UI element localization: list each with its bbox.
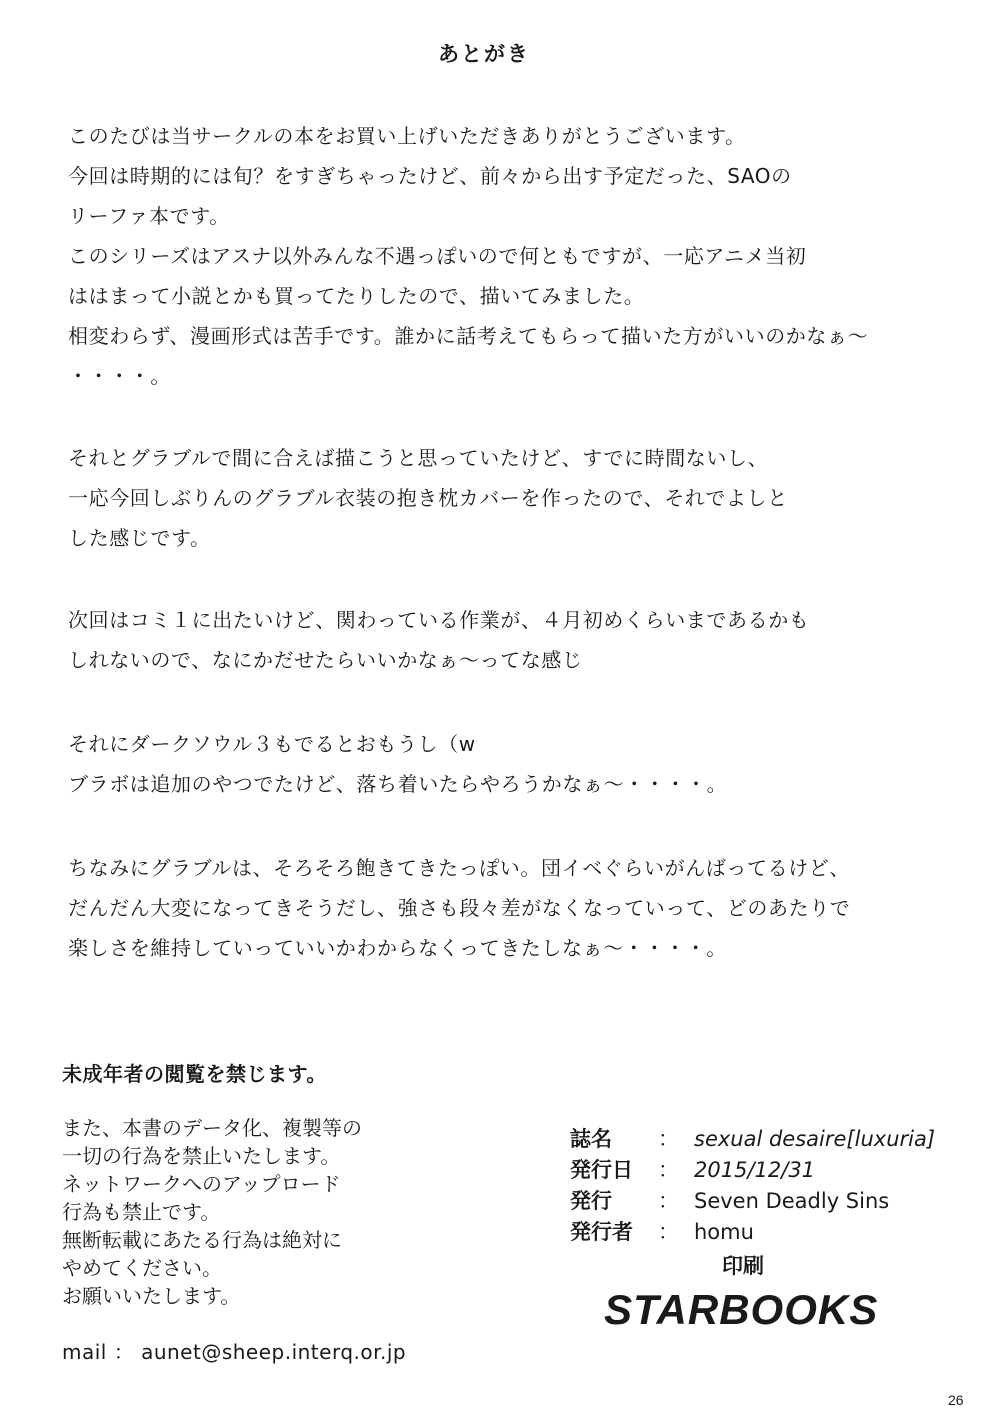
text-line: 相変わらず、漫画形式は苦手です。誰かに話考えてもらって描いた方がいいのかなぁ～: [68, 324, 869, 348]
colophon-value: Seven Deadly Sins: [694, 1189, 890, 1213]
text-line: このシリーズはアスナ以外みんな不遇っぽいので何ともですが、一応アニメ当初: [68, 244, 807, 268]
colophon-key: 発行日: [570, 1158, 633, 1182]
colophon-key: 発行者: [570, 1220, 633, 1244]
notice-line: やめてください。: [62, 1256, 222, 1280]
notice-line: 一切の行為を禁止いたします。: [62, 1144, 341, 1168]
text-line: それにダークソウル３もでるとおもうし（w: [68, 732, 476, 756]
notice-line: 行為も禁止です。: [62, 1200, 221, 1224]
print-label: 印刷: [722, 1254, 764, 1278]
copy-prohibition-notice: [62, 1114, 422, 1310]
text-line: しれないので、なにかだせたらいいかなぁ～ってな感じ: [68, 648, 583, 672]
text-line: 楽しさを維持していっていいかわからなくってきたしなぁ～・・・・。: [68, 936, 727, 960]
contact-email: mail ： aunet@sheep.interq.or.jp: [62, 1340, 407, 1364]
colophon-value: homu: [694, 1220, 754, 1244]
text-line: このたびは当サークルの本をお買い上げいただきありがとうございます。: [68, 124, 746, 148]
text-line: ブラボは追加のやつでたけど、落ち着いたらやろうかなぁ～・・・・。: [68, 772, 728, 796]
text-line: だんだん大変になってきそうだし、強さも段々差がなくなっていって、どのあたりで: [68, 896, 851, 920]
paragraph-4: [68, 724, 978, 804]
text-line: ははまって小説とかも買ってたりしたので、描いてみました。: [68, 284, 645, 308]
page-title: あとがき: [438, 42, 530, 66]
text-line: 次回はコミ１に出たいけど、関わっている作業が、４月初めくらいまであるかも: [68, 608, 810, 632]
colophon-separator: ：: [658, 1220, 679, 1244]
text-line: リーファ本です。: [68, 204, 230, 228]
colophon-row-date: [570, 1155, 980, 1186]
text-line: ・・・・。: [68, 364, 171, 388]
afterword-body: [68, 116, 978, 968]
age-restriction-notice: 未成年者の閲覧を禁じます。: [62, 1062, 327, 1086]
text-line: した感じです。: [68, 526, 211, 550]
notice-line: 無断転載にあたる行為は絶対に: [62, 1228, 342, 1252]
notice-line: ネットワークへのアップロード: [62, 1172, 341, 1196]
paragraph-1: [68, 116, 978, 396]
text-line: それとグラブルで間に合えば描こうと思っていたけど、すでに時間ないし、: [68, 446, 769, 470]
colophon-key: 発行: [570, 1189, 612, 1213]
colophon-row-publisher: [570, 1186, 980, 1217]
paragraph-2: [68, 438, 978, 558]
paragraph-3: [68, 600, 978, 680]
printer-name: STARBOOKS: [604, 1286, 879, 1333]
text-line: 一応今回しぶりんのグラブル衣装の抱き枕カバーを作ったので、それでよしと: [68, 486, 788, 510]
colophon: [570, 1124, 980, 1248]
paragraph-5: [68, 848, 978, 968]
colophon-separator: ：: [658, 1158, 679, 1182]
notice-line: また、本書のデータ化、複製等の: [62, 1116, 362, 1140]
colophon-separator: ：: [658, 1189, 679, 1213]
notice-line: お願いいたします。: [62, 1284, 241, 1308]
colophon-row-title: [570, 1124, 980, 1155]
colophon-key: 誌名: [570, 1127, 612, 1151]
colophon-value: sexual desaire[luxuria]: [694, 1127, 936, 1151]
colophon-row-author: [570, 1217, 980, 1248]
text-line: ちなみにグラブルは、そろそろ飽きてきたっぽい。団イベぐらいがんばってるけど、: [68, 856, 850, 880]
colophon-value: 2015/12/31: [694, 1158, 816, 1182]
text-line: 今回は時期的には旬？をすぎちゃったけど、前々から出す予定だった、SAOの: [68, 164, 792, 188]
colophon-separator: ：: [658, 1127, 679, 1151]
page-number: 26: [948, 1392, 964, 1408]
